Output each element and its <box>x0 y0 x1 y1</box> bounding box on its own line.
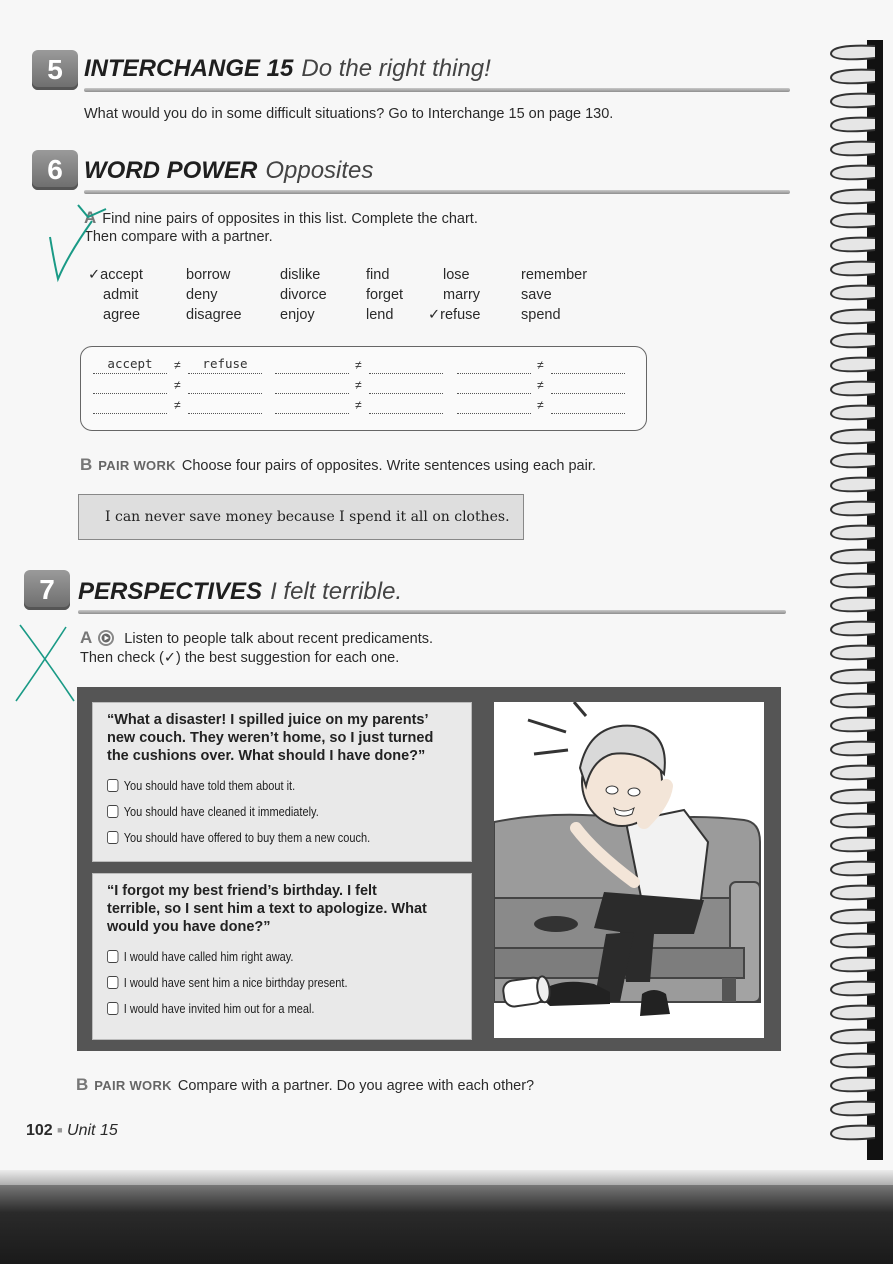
chart-cell[interactable] <box>369 397 443 414</box>
word-item: find <box>366 267 390 283</box>
couch-illustration <box>494 702 764 1038</box>
word-column-5 <box>428 265 480 325</box>
word-item: remember <box>521 267 588 283</box>
spiral-coil <box>831 958 875 972</box>
spiral-coil <box>831 670 875 684</box>
part-a-label: A <box>84 208 97 227</box>
spiral-coil <box>831 622 875 636</box>
word-item: ✓accept <box>88 267 143 283</box>
chart-cell[interactable] <box>275 377 349 394</box>
spiral-coil <box>831 646 875 660</box>
section-6-partA-line2: Then compare with a partner. <box>84 229 273 245</box>
word-column-2 <box>186 265 242 325</box>
example-sentence: I can never save money because I spend it all on clothes. <box>105 509 510 525</box>
checkbox[interactable] <box>107 805 118 818</box>
checkbox[interactable] <box>107 950 118 963</box>
neq-symbol: ≠ <box>537 378 544 392</box>
cross-mark-icon <box>16 627 66 701</box>
spiral-coil <box>831 238 875 252</box>
section-6-title <box>84 157 373 185</box>
spiral-coil <box>831 430 875 444</box>
spiral-coil <box>831 790 875 804</box>
chart-cell[interactable] <box>457 357 531 374</box>
chart-cell[interactable] <box>457 397 531 414</box>
spiral-coil <box>831 46 875 60</box>
check-mark-icon <box>78 205 106 217</box>
spiral-coil <box>831 70 875 84</box>
word-item: ✓refuse <box>428 307 481 323</box>
section-6-badge: 6 <box>32 150 78 190</box>
word-item: deny <box>186 287 218 303</box>
cross-mark-icon <box>20 625 74 701</box>
card-2-option[interactable] <box>107 950 293 964</box>
neq-symbol: ≠ <box>174 378 181 392</box>
spiral-coil <box>831 550 875 564</box>
section-7-rule <box>78 610 786 614</box>
word-column-4 <box>366 265 403 325</box>
spiral-coil <box>831 478 875 492</box>
card-1-option[interactable] <box>107 831 370 845</box>
unit-label: Unit 15 <box>67 1122 118 1139</box>
chart-cell[interactable] <box>551 357 625 374</box>
word-item: disagree <box>186 307 242 323</box>
spiral-coil <box>831 934 875 948</box>
spiral-coil <box>831 742 875 756</box>
spiral-coil <box>831 358 875 372</box>
spiral-coil <box>831 94 875 108</box>
word-item: marry <box>443 287 481 303</box>
spiral-coil <box>831 574 875 588</box>
spiral-coil <box>831 310 875 324</box>
spiral-coil <box>831 1126 875 1140</box>
spiral-coil <box>831 766 875 780</box>
part-a-label: A <box>80 628 93 647</box>
card-2-quote: “I forgot my best friend’s birthday. I felt terrible, so I sent him a text to apologize. What would you have done?” <box>107 883 427 935</box>
section-6-partB-instruction <box>80 455 596 475</box>
spiral-coil <box>831 118 875 132</box>
neq-symbol: ≠ <box>537 358 544 372</box>
word-item: spend <box>521 307 561 323</box>
word-item: lose <box>443 267 470 283</box>
section-6-rule <box>84 190 790 194</box>
spiral-coil <box>831 454 875 468</box>
section-7-title <box>78 578 402 606</box>
part-b-text: Compare with a partner. Do you agree with each other? <box>177 1078 535 1094</box>
spiral-coil <box>831 286 875 300</box>
word-item: agree <box>103 307 141 323</box>
chart-cell[interactable] <box>551 377 625 394</box>
section-5-rule <box>84 88 790 92</box>
neq-symbol: ≠ <box>355 378 362 392</box>
spiral-coil <box>831 694 875 708</box>
spiral-coil <box>831 838 875 852</box>
pair-work-tag: PAIR WORK <box>94 1078 172 1093</box>
section-6-subtitle: Opposites <box>265 157 374 184</box>
part-b-label: B <box>80 455 93 474</box>
spiral-coil <box>831 886 875 900</box>
word-item: dislike <box>280 267 321 283</box>
section-5-badge: 5 <box>32 50 78 90</box>
section-6-heading: WORD POWER <box>84 157 258 184</box>
situation-card-1 <box>92 702 472 862</box>
neq-symbol: ≠ <box>174 398 181 412</box>
spiral-coil <box>831 262 875 276</box>
part-b-text: Choose four pairs of opposites. Write sentences using each pair. <box>181 458 596 474</box>
chart-cell[interactable] <box>369 357 443 374</box>
footer-separator: ■ <box>57 1125 63 1135</box>
scan-shadow <box>0 1185 893 1264</box>
handwritten-marks <box>10 195 110 705</box>
example-sentence-box <box>78 494 524 540</box>
spiral-coil <box>831 718 875 732</box>
check-mark-icon <box>50 221 92 279</box>
spiral-coil <box>831 526 875 540</box>
spiral-coil <box>831 190 875 204</box>
spiral-coil <box>831 1030 875 1044</box>
section-7-partA-line2: Then check (✓) the best suggestion for each one. <box>80 650 400 666</box>
situation-card-2 <box>92 873 472 1040</box>
section-5-title <box>84 55 491 83</box>
spiral-coil <box>831 334 875 348</box>
option-text: You should have offered to buy them a new couch. <box>123 831 371 845</box>
spiral-coil <box>831 910 875 924</box>
chart-cell[interactable] <box>188 397 262 414</box>
spiral-coil <box>831 502 875 516</box>
spiral-coil <box>831 406 875 420</box>
spiral-coil <box>831 862 875 876</box>
neq-symbol: ≠ <box>537 398 544 412</box>
word-item: lend <box>366 307 394 323</box>
spiral-coil <box>831 142 875 156</box>
illustration-svg <box>494 702 764 1038</box>
checkbox[interactable] <box>107 831 118 844</box>
chart-cell-filled[interactable]: accept <box>93 357 167 374</box>
option-text: I would have called him right away. <box>123 950 294 964</box>
word-item: save <box>521 287 552 303</box>
option-text: You should have cleaned it immediately. <box>123 805 319 819</box>
chart-cell[interactable] <box>275 397 349 414</box>
section-7-partB-instruction <box>76 1075 534 1095</box>
section-5-subtitle: Do the right thing! <box>301 55 491 82</box>
card-1-option[interactable] <box>107 779 295 793</box>
card-2-option[interactable] <box>107 1002 314 1016</box>
section-7-subtitle: I felt terrible. <box>270 578 403 605</box>
word-column-6 <box>521 265 587 325</box>
spiral-coil <box>831 982 875 996</box>
card-1-option[interactable] <box>107 805 319 819</box>
part-b-label: B <box>76 1075 89 1094</box>
checkbox[interactable] <box>107 779 118 792</box>
section-6-partA-instruction <box>84 208 478 228</box>
word-item: borrow <box>186 267 231 283</box>
option-text: I would have sent him a nice birthday present. <box>123 976 348 990</box>
chart-cell-filled[interactable]: refuse <box>188 357 262 374</box>
chart-cell[interactable] <box>188 377 262 394</box>
neq-symbol: ≠ <box>355 358 362 372</box>
chart-cell[interactable] <box>457 377 531 394</box>
spiral-coil <box>831 1006 875 1020</box>
pair-work-tag: PAIR WORK <box>98 458 176 473</box>
neq-symbol: ≠ <box>174 358 181 372</box>
section-7-badge: 7 <box>24 570 70 610</box>
checkbox[interactable] <box>107 1002 118 1015</box>
word-column-3 <box>280 265 327 325</box>
section-7-heading: PERSPECTIVES <box>78 578 263 605</box>
spiral-coil <box>831 1078 875 1092</box>
option-text: You should have told them about it. <box>123 779 296 793</box>
card-1-quote: “What a disaster! I spilled juice on my parents’ new couch. They weren’t home, so I just turned the cushions over. What should I have done?” <box>107 712 434 764</box>
card-2-option[interactable] <box>107 976 348 990</box>
spiral-coil <box>831 598 875 612</box>
neq-symbol: ≠ <box>355 398 362 412</box>
chart-cell[interactable] <box>551 397 625 414</box>
spiral-coil <box>831 1054 875 1068</box>
chart-cell[interactable] <box>275 357 349 374</box>
spiral-coil <box>831 214 875 228</box>
part-a-line1: Find nine pairs of opposites in this list. Complete the chart. <box>102 211 478 227</box>
section-7-partA-instruction <box>80 628 433 648</box>
word-item: divorce <box>280 287 327 303</box>
spiral-binding <box>823 40 883 1160</box>
chart-cell[interactable] <box>369 377 443 394</box>
word-item: forget <box>366 287 404 303</box>
page-footer <box>26 1122 118 1140</box>
section-5-heading: INTERCHANGE 15 <box>84 55 294 82</box>
option-text: I would have invited him out for a meal. <box>123 1002 315 1016</box>
opposites-chart <box>80 346 647 431</box>
part-a-line1: Listen to people talk about recent predicaments. <box>124 631 434 647</box>
spiral-coil <box>831 382 875 396</box>
word-item: enjoy <box>280 307 315 323</box>
word-item: admit <box>103 287 139 303</box>
section-5-body: What would you do in some difficult situations? Go to Interchange 15 on page 130. <box>84 106 614 122</box>
spiral-coil <box>831 814 875 828</box>
spiral-coil <box>831 166 875 180</box>
page-number: 102 <box>26 1122 53 1139</box>
checkbox[interactable] <box>107 976 118 989</box>
spiral-coil <box>831 1102 875 1116</box>
